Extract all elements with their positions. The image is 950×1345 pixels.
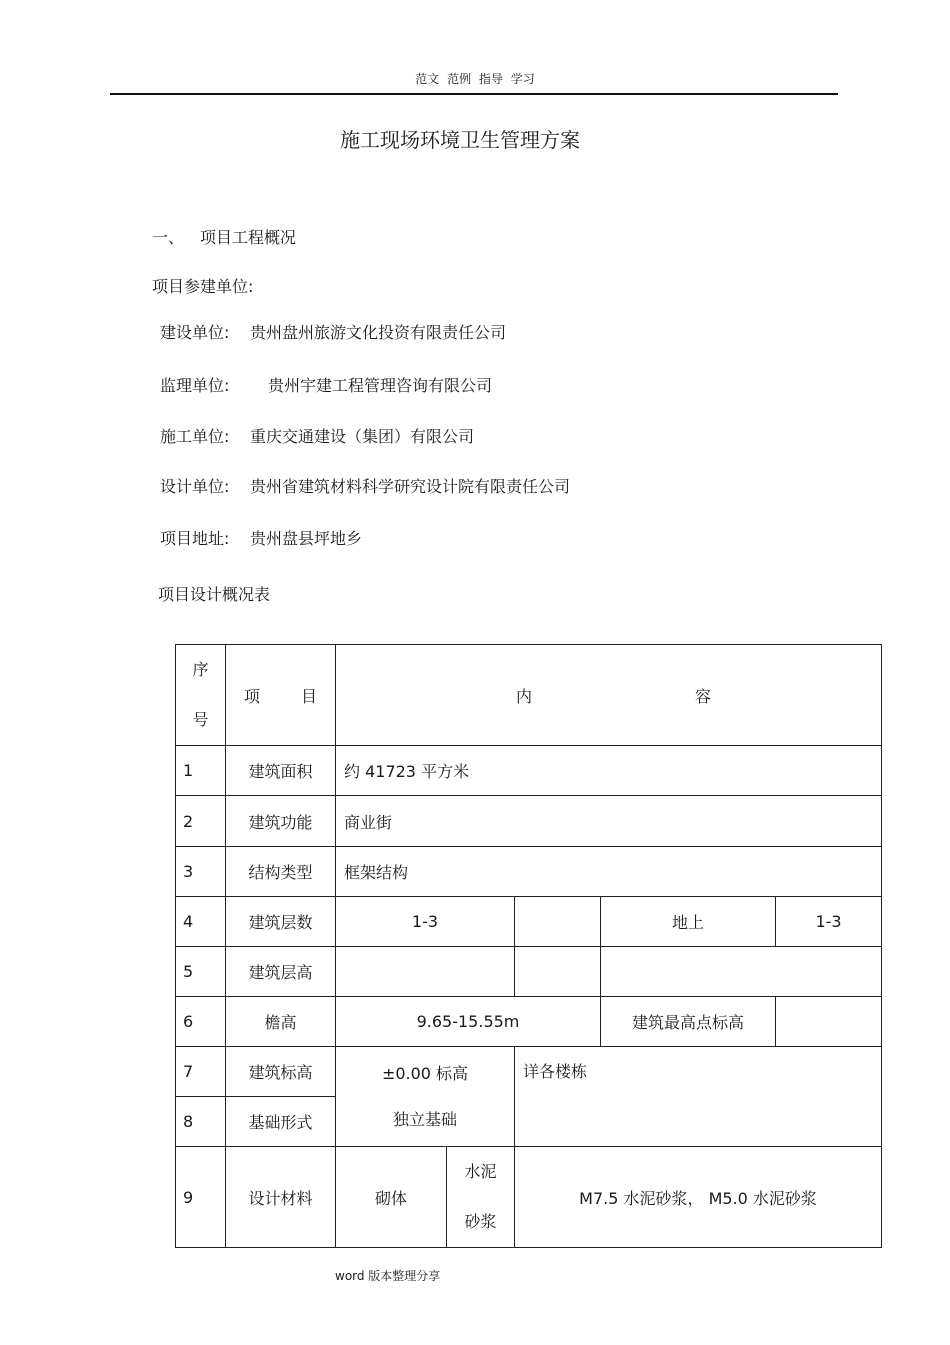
header-seq-cell bbox=[176, 645, 226, 746]
unit-value-construction: 贵州盘州旅游文化投资有限责任公司 bbox=[250, 323, 507, 342]
row-value-empty bbox=[336, 947, 515, 997]
unit-label-construction: 建设单位: bbox=[160, 323, 230, 342]
page-footer: word 版本整理分享 bbox=[335, 1269, 441, 1283]
row-value-empty bbox=[515, 897, 601, 947]
table-title: 项目设计概况表 bbox=[158, 585, 271, 604]
row-seq: 1 bbox=[176, 746, 226, 796]
row-value: 建筑最高点标高 bbox=[601, 997, 776, 1047]
row-value-empty bbox=[601, 947, 882, 997]
table-row bbox=[176, 1047, 882, 1097]
table-row bbox=[176, 746, 882, 796]
table-header-row bbox=[176, 645, 882, 746]
row-value: 1-3 bbox=[336, 897, 515, 947]
header-seq-bottom: 号 bbox=[192, 710, 209, 729]
row-item: 结构类型 bbox=[226, 847, 336, 897]
row-content: 框架结构 bbox=[336, 847, 882, 897]
row-seq: 8 bbox=[176, 1097, 226, 1147]
unit-value-supervision: 贵州宇建工程管理咨询有限公司 bbox=[268, 376, 493, 395]
row-value: 详各楼栋 bbox=[515, 1047, 882, 1147]
unit-label-supervision: 监理单位: bbox=[160, 376, 230, 395]
row-seq: 4 bbox=[176, 897, 226, 947]
row-item: 建筑功能 bbox=[226, 796, 336, 847]
row-value: 砌体 bbox=[336, 1147, 447, 1248]
row-value-empty bbox=[515, 947, 601, 997]
header-rule bbox=[110, 93, 838, 95]
header-content-cell bbox=[336, 645, 882, 746]
unit-label-contractor: 施工单位: bbox=[160, 427, 230, 446]
elevation-foundation-cell bbox=[336, 1047, 515, 1147]
row-value-empty bbox=[776, 997, 882, 1047]
unit-value-design: 贵州省建筑材料科学研究设计院有限责任公司 bbox=[250, 477, 571, 496]
row-item: 基础形式 bbox=[226, 1097, 336, 1147]
unit-value-address: 贵州盘县坪地乡 bbox=[250, 529, 363, 548]
section-number: 一、 bbox=[152, 228, 185, 247]
document-title: 施工现场环境卫生管理方案 bbox=[340, 128, 580, 152]
elevation-value: ±0.00 标高 bbox=[381, 1063, 469, 1083]
header-item-cell bbox=[226, 645, 336, 746]
row-item: 建筑标高 bbox=[226, 1047, 336, 1097]
row-item: 建筑面积 bbox=[226, 746, 336, 796]
section-title: 项目工程概况 bbox=[200, 228, 297, 247]
project-overview-table bbox=[175, 644, 882, 1248]
row-item: 设计材料 bbox=[226, 1147, 336, 1248]
participants-label: 项目参建单位: bbox=[152, 277, 254, 296]
row-seq: 6 bbox=[176, 997, 226, 1047]
table-row bbox=[176, 997, 882, 1047]
header-seq-top: 序 bbox=[192, 660, 209, 679]
header-content-a: 内 bbox=[516, 686, 533, 706]
table-row bbox=[176, 847, 882, 897]
table-row bbox=[176, 947, 882, 997]
header-item-a: 项 bbox=[244, 686, 261, 706]
row-seq: 3 bbox=[176, 847, 226, 897]
header-content-b: 容 bbox=[695, 686, 712, 706]
row-value: M7.5 水泥砂浆， M5.0 水泥砂浆 bbox=[515, 1147, 882, 1248]
row-seq: 5 bbox=[176, 947, 226, 997]
row-content: 约 41723 平方米 bbox=[336, 746, 882, 796]
mortar-bottom: 砂浆 bbox=[464, 1212, 497, 1231]
row-item: 建筑层高 bbox=[226, 947, 336, 997]
row-seq: 7 bbox=[176, 1047, 226, 1097]
page-header: 范文 范例 指导 学习 bbox=[415, 72, 535, 86]
table-row bbox=[176, 897, 882, 947]
row-seq: 2 bbox=[176, 796, 226, 847]
mortar-cell bbox=[447, 1147, 515, 1248]
unit-value-contractor: 重庆交通建设（集团）有限公司 bbox=[250, 427, 475, 446]
row-content: 商业街 bbox=[336, 796, 882, 847]
row-value: 9.65-15.55m bbox=[336, 997, 601, 1047]
row-item: 檐高 bbox=[226, 997, 336, 1047]
table-row bbox=[176, 796, 882, 847]
row-value: 地上 bbox=[601, 897, 776, 947]
table-row bbox=[176, 1147, 882, 1248]
foundation-value: 独立基础 bbox=[392, 1109, 457, 1129]
header-item-b: 目 bbox=[300, 686, 317, 706]
row-value: 1-3 bbox=[776, 897, 882, 947]
row-seq: 9 bbox=[176, 1147, 226, 1248]
mortar-top: 水泥 bbox=[464, 1162, 497, 1181]
unit-label-address: 项目地址: bbox=[160, 529, 230, 548]
row-item: 建筑层数 bbox=[226, 897, 336, 947]
unit-label-design: 设计单位: bbox=[160, 477, 230, 496]
